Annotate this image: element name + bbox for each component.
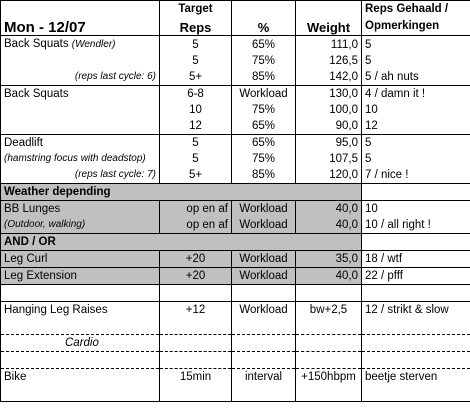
reps-cell: +12: [160, 302, 232, 319]
section-row-cardio: [1, 335, 470, 352]
page-title: Mon - 12/07: [1, 18, 160, 36]
weight-cell: 126,5: [296, 53, 362, 69]
blank-cell: [1, 318, 160, 335]
table-row: [1, 102, 470, 118]
note-cell: (hamstring focus with deadstop): [1, 151, 160, 167]
note-cell: (Outdoor, walking): [1, 217, 160, 234]
table-row: [1, 118, 470, 135]
pct-cell: 85%: [232, 69, 296, 86]
section-label: Weather depending: [1, 184, 160, 201]
table-row: [1, 251, 470, 268]
weight-cell: 40,0: [296, 201, 362, 218]
result-cell: beetje sterven: [362, 369, 470, 386]
reps-cell: 5: [160, 36, 232, 54]
percent-header-top: [232, 1, 296, 19]
pct-cell: 75%: [232, 53, 296, 69]
table-row: [1, 167, 470, 184]
reps-cell: 5: [160, 135, 232, 152]
cardio-label: Cardio: [65, 337, 99, 349]
blank-cell: [362, 234, 470, 251]
exercise-cell: [1, 102, 160, 118]
result-cell: 22 / pfff: [362, 268, 470, 285]
section-label: AND / OR: [1, 234, 160, 251]
reps-header-2: Opmerkingen: [362, 18, 470, 36]
blank-cell: [296, 352, 362, 369]
result-cell: 10 / all right !: [362, 217, 470, 234]
weight-cell: bw+2,5: [296, 302, 362, 319]
blank-cell: [232, 352, 296, 369]
blank-cell: [1, 352, 160, 369]
gray-cell: [232, 184, 296, 201]
spacer-row: [1, 318, 470, 335]
weight-cell: 142,0: [296, 69, 362, 86]
reps-cell: op en af: [160, 201, 232, 218]
blank-cell: [232, 335, 296, 352]
table-row: [1, 302, 470, 319]
gray-cell: [296, 234, 362, 251]
table-row: [1, 268, 470, 285]
pct-cell: 65%: [232, 118, 296, 135]
reps-cell: +20: [160, 251, 232, 268]
weight-cell: 40,0: [296, 217, 362, 234]
blank-cell: [362, 184, 470, 201]
target-reps-header-1: Target: [160, 1, 232, 19]
weight-cell: 40,0: [296, 268, 362, 285]
blank-cell: [296, 318, 362, 335]
blank-cell: [232, 285, 296, 302]
gray-cell: [160, 234, 232, 251]
blank-cell: [362, 285, 470, 302]
pct-cell: Workload: [232, 268, 296, 285]
table-row: [1, 151, 470, 167]
weight-cell: +150hbpm: [296, 369, 362, 386]
header-row-1: [1, 1, 470, 19]
note-cell: (reps last cycle: 6): [1, 69, 160, 86]
table-row: [1, 86, 470, 103]
result-cell: 18 / wtf: [362, 251, 470, 268]
table-row: [1, 201, 470, 218]
reps-cell: 5+: [160, 167, 232, 184]
section-row-weather: [1, 184, 470, 201]
weight-cell: 107,5: [296, 151, 362, 167]
result-cell: 4 / damn it !: [362, 86, 470, 103]
table-row: [1, 135, 470, 152]
spacer-row: [1, 352, 470, 369]
exercise-cell: Bike: [1, 369, 160, 386]
table-row: [1, 369, 470, 386]
pct-cell: 75%: [232, 151, 296, 167]
exercise-cell: Back Squats (Wendler): [1, 36, 160, 54]
exercise-cell: BB Lunges: [1, 201, 160, 218]
reps-cell: 5: [160, 53, 232, 69]
weight-cell: 130,0: [296, 86, 362, 103]
gray-cell: [232, 234, 296, 251]
gray-cell: [296, 184, 362, 201]
weight-cell: 100,0: [296, 102, 362, 118]
result-cell: 12: [362, 118, 470, 135]
exercise-cell: Deadlift: [1, 135, 160, 152]
pct-cell: Workload: [232, 251, 296, 268]
pct-cell: Workload: [232, 201, 296, 218]
note-cell: (reps last cycle: 7): [1, 167, 160, 184]
blank-cell: [160, 385, 232, 402]
blank-cell: [160, 335, 232, 352]
reps-header-1: Reps Gehaald /: [362, 1, 470, 19]
cardio-label-cell: [1, 335, 160, 352]
pct-cell: 65%: [232, 135, 296, 152]
blank-cell: [160, 285, 232, 302]
blank-cell: [1, 385, 160, 402]
weight-cell: 95,0: [296, 135, 362, 152]
table-row: [1, 36, 470, 54]
spacer-row: [1, 285, 470, 302]
weight-cell: 120,0: [296, 167, 362, 184]
result-cell: 5: [362, 135, 470, 152]
reps-cell: 15min: [160, 369, 232, 386]
pct-cell: 65%: [232, 36, 296, 54]
weight-header-top: [296, 1, 362, 19]
result-cell: 5: [362, 36, 470, 54]
blank-cell: [160, 318, 232, 335]
table-row: [1, 53, 470, 69]
exercise-cell: Leg Curl: [1, 251, 160, 268]
pct-cell: 85%: [232, 167, 296, 184]
result-cell: 5 / ah nuts: [362, 69, 470, 86]
weight-cell: 35,0: [296, 251, 362, 268]
reps-cell: 10: [160, 102, 232, 118]
reps-cell: 5+: [160, 69, 232, 86]
blank-cell: [362, 385, 470, 402]
reps-cell: 6-8: [160, 86, 232, 103]
result-cell: 10: [362, 201, 470, 218]
pct-cell: Workload: [232, 302, 296, 319]
percent-header: %: [232, 18, 296, 36]
blank-cell: [1, 285, 160, 302]
target-reps-header-2: Reps: [160, 18, 232, 36]
result-cell: 7 / nice !: [362, 167, 470, 184]
blank-cell: [296, 335, 362, 352]
reps-cell: 12: [160, 118, 232, 135]
pct-cell: Workload: [232, 86, 296, 103]
section-row-or: [1, 234, 470, 251]
reps-cell: 5: [160, 151, 232, 167]
blank-cell: [232, 385, 296, 402]
reps-cell: +20: [160, 268, 232, 285]
weight-cell: 90,0: [296, 118, 362, 135]
exercise-cell: Leg Extension: [1, 268, 160, 285]
blank-cell: [362, 318, 470, 335]
table-row: [1, 69, 470, 86]
exercise-cell: Hanging Leg Raises: [1, 302, 160, 319]
exercise-cell: Back Squats: [1, 86, 160, 103]
weight-cell: 111,0: [296, 36, 362, 54]
blank-cell: [362, 352, 470, 369]
header-row-2: [1, 18, 470, 36]
title-cell: [1, 1, 160, 19]
table-row: [1, 217, 470, 234]
pct-cell: 75%: [232, 102, 296, 118]
exercise-cell: [1, 118, 160, 135]
gray-cell: [160, 184, 232, 201]
blank-cell: [160, 352, 232, 369]
result-cell: 10: [362, 102, 470, 118]
exercise-cell: [1, 53, 160, 69]
spacer-row: [1, 385, 470, 402]
weight-header: Weight: [296, 18, 362, 36]
blank-cell: [296, 385, 362, 402]
result-cell: 5: [362, 53, 470, 69]
pct-cell: Workload: [232, 217, 296, 234]
result-cell: 5: [362, 151, 470, 167]
reps-cell: op en af: [160, 217, 232, 234]
result-cell: 12 / strikt & slow: [362, 302, 470, 319]
blank-cell: [296, 285, 362, 302]
pct-cell: interval: [232, 369, 296, 386]
blank-cell: [362, 335, 470, 352]
blank-cell: [232, 318, 296, 335]
